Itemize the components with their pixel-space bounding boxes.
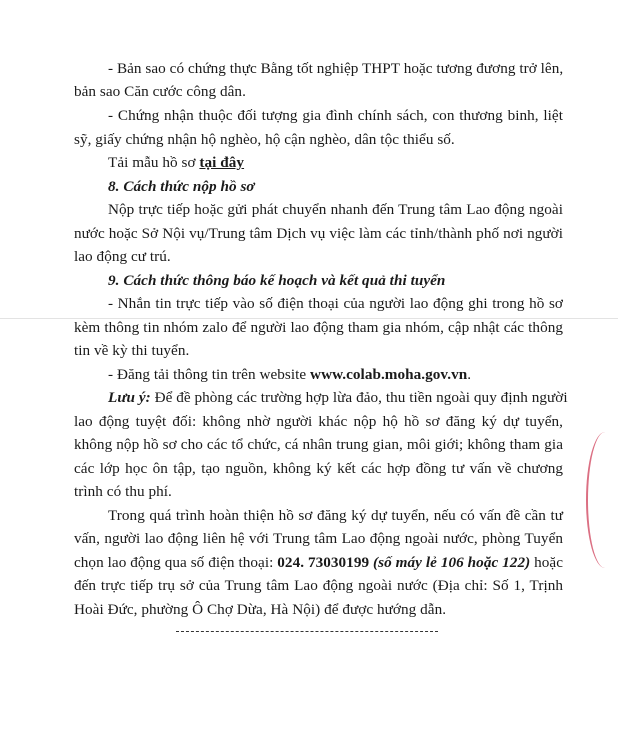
doc-line: các lớp học ôn tập, tạo nguồn, không ký kết các hợp đồng tư vấn về chương [74, 460, 563, 477]
download-line: Tải mẫu hồ sơ tại đây [108, 154, 245, 171]
doc-line: đến trực tiếp trụ sở của Trung tâm Lao động ngoài nước (Địa chỉ: Số 1, Trịnh [74, 577, 563, 594]
phone-number: 024. 73030199 [277, 554, 370, 571]
doc-line: Trong quá trình hoàn thiện hồ sơ đăng ký dự tuyển, nếu có vấn đề cần tư [108, 507, 563, 524]
phone-extension: (số máy lẻ 106 hoặc 122) [373, 554, 531, 571]
doc-line: nước hoặc Sở Nội vụ/Trung tâm Dịch vụ việc làm các tỉnh/thành phố nơi người [74, 225, 563, 242]
doc-line: - Bản sao có chứng thực Bằng tốt nghiệp THPT hoặc tương đương trở lên, [108, 60, 564, 77]
doc-line: không nộp hồ sơ cho các tổ chức, cá nhân trung gian, môi giới; không tham gia [74, 436, 563, 453]
section-heading-8: 8. Cách thức nộp hồ sơ [108, 178, 255, 195]
doc-line: trình có thu phí. [74, 483, 172, 500]
doc-line: - Nhắn tin trực tiếp vào số điện thoại của người lao động ghi trong hồ sơ [108, 295, 563, 312]
doc-line: Nộp trực tiếp hoặc gửi phát chuyển nhanh đến Trung tâm Lao động ngoài [108, 201, 563, 218]
download-link[interactable]: tại đây [199, 154, 245, 171]
phone-line: chọn lao động qua số điện thoại: 024. 73030199 (số máy lẻ 106 hoặc 122) hoặc [74, 554, 563, 571]
doc-line: lao động tuyệt đối: không nhờ người khác nộp hộ hồ sơ đăng ký dự tuyển, [74, 413, 563, 430]
scan-artifact-line [0, 318, 618, 319]
doc-line: vấn, người lao động liên hệ với Trung tâm Lao động ngoài nước, phòng Tuyển [74, 530, 563, 547]
note-label: Lưu ý: [108, 389, 151, 406]
note-line: Lưu ý: Để đề phòng các trường hợp lừa đảo, thu tiền ngoài quy định người [108, 389, 568, 406]
doc-line: bản sao Căn cước công dân. [74, 83, 246, 100]
end-divider [176, 631, 438, 632]
doc-line: sỹ, giấy chứng nhận hộ nghèo, hộ cận nghèo, dân tộc thiểu số. [74, 131, 455, 148]
website-line: - Đăng tải thông tin trên website www.colab.moha.gov.vn. [108, 366, 472, 383]
section-heading-9: 9. Cách thức thông báo kế hoạch và kết quả thi tuyển [108, 272, 446, 289]
doc-line: lao động cư trú. [74, 248, 171, 265]
doc-line: kèm thông tin nhóm zalo để người lao động tham gia nhóm, cập nhật các thông [74, 319, 563, 336]
doc-line: Hoài Đức, phường Ô Chợ Dừa, Hà Nội) để được hướng dẫn. [74, 601, 447, 618]
doc-line: tin về kỳ thi tuyển. [74, 342, 190, 359]
stamp-edge [586, 432, 618, 568]
website-link[interactable]: www.colab.moha.gov.vn [310, 366, 468, 383]
doc-line: - Chứng nhận thuộc đối tượng gia đình chính sách, con thương binh, liệt [108, 107, 563, 124]
